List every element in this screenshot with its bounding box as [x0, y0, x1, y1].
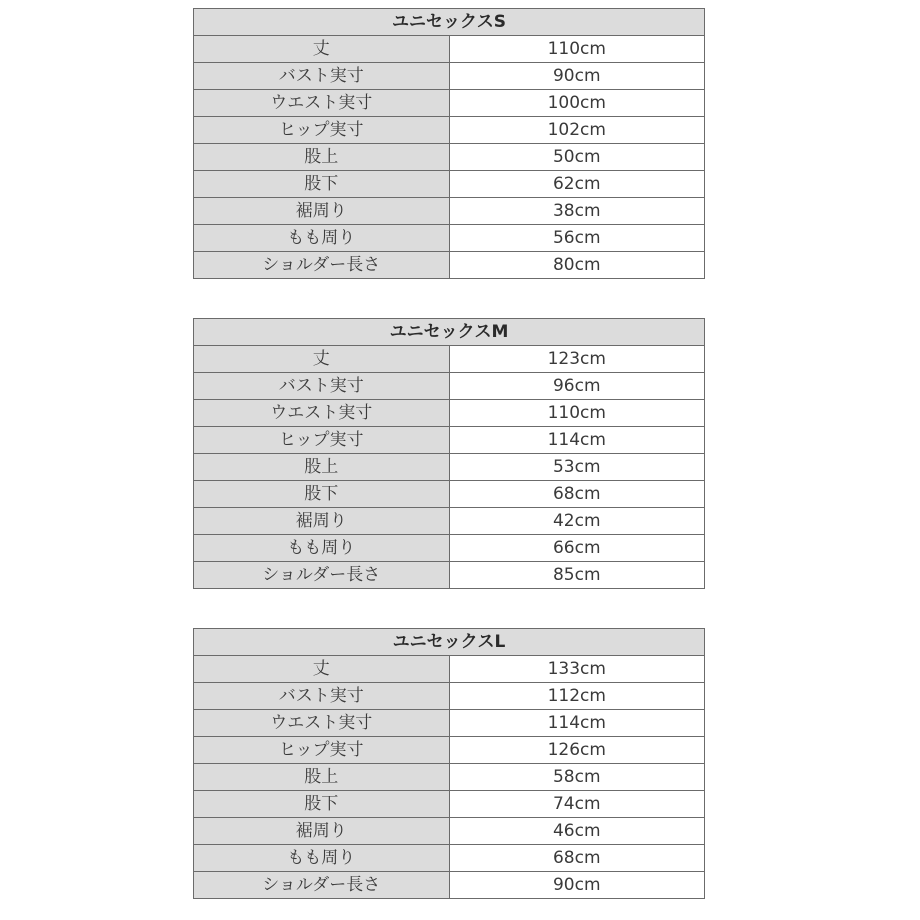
row-value: 42cm [449, 508, 705, 535]
table-row [194, 346, 705, 373]
row-value: 58cm [449, 764, 705, 791]
table-row [194, 508, 705, 535]
row-label: もも周り [194, 535, 450, 562]
table-row [194, 872, 705, 899]
row-value: 110cm [449, 36, 705, 63]
table-row [194, 225, 705, 252]
row-label: ヒップ実寸 [194, 427, 450, 454]
row-value: 74cm [449, 791, 705, 818]
row-label: 股上 [194, 144, 450, 171]
row-label: ヒップ実寸 [194, 737, 450, 764]
table-row [194, 710, 705, 737]
row-value: 133cm [449, 656, 705, 683]
row-value: 56cm [449, 225, 705, 252]
row-value: 114cm [449, 427, 705, 454]
row-label: もも周り [194, 225, 450, 252]
table-row [194, 562, 705, 589]
size-table-m [193, 318, 705, 589]
row-value: 126cm [449, 737, 705, 764]
table-row [194, 454, 705, 481]
row-label: 裾周り [194, 508, 450, 535]
row-value: 66cm [449, 535, 705, 562]
row-label: ウエスト実寸 [194, 710, 450, 737]
row-label: ショルダー長さ [194, 562, 450, 589]
row-label: 股上 [194, 764, 450, 791]
table-body [194, 656, 705, 899]
table-row [194, 400, 705, 427]
table-row [194, 656, 705, 683]
row-value: 50cm [449, 144, 705, 171]
row-label: もも周り [194, 845, 450, 872]
table-title: ユニセックスS [194, 9, 705, 36]
table-row [194, 373, 705, 400]
table-title: ユニセックスM [194, 319, 705, 346]
row-label: 裾周り [194, 818, 450, 845]
table-header-row [194, 9, 705, 36]
row-value: 80cm [449, 252, 705, 279]
table-header-row [194, 629, 705, 656]
row-label: バスト実寸 [194, 683, 450, 710]
row-label: 股下 [194, 791, 450, 818]
row-value: 100cm [449, 90, 705, 117]
table-title: ユニセックスL [194, 629, 705, 656]
row-label: 丈 [194, 346, 450, 373]
table-row [194, 818, 705, 845]
table-row [194, 90, 705, 117]
table-row [194, 791, 705, 818]
table-row [194, 144, 705, 171]
row-label: 股下 [194, 481, 450, 508]
row-value: 114cm [449, 710, 705, 737]
table-row [194, 535, 705, 562]
row-label: 裾周り [194, 198, 450, 225]
row-value: 90cm [449, 63, 705, 90]
row-value: 123cm [449, 346, 705, 373]
row-value: 85cm [449, 562, 705, 589]
row-label: ウエスト実寸 [194, 400, 450, 427]
table-row [194, 737, 705, 764]
table-row [194, 683, 705, 710]
row-value: 62cm [449, 171, 705, 198]
row-value: 53cm [449, 454, 705, 481]
table-row [194, 845, 705, 872]
row-label: 丈 [194, 656, 450, 683]
table-row [194, 171, 705, 198]
table-row [194, 36, 705, 63]
table-row [194, 198, 705, 225]
size-table-s [193, 8, 705, 279]
size-table-l [193, 628, 705, 899]
row-label: ショルダー長さ [194, 252, 450, 279]
row-value: 46cm [449, 818, 705, 845]
row-value: 110cm [449, 400, 705, 427]
row-value: 68cm [449, 845, 705, 872]
row-value: 112cm [449, 683, 705, 710]
row-value: 102cm [449, 117, 705, 144]
row-label: ショルダー長さ [194, 872, 450, 899]
row-value: 96cm [449, 373, 705, 400]
row-label: 丈 [194, 36, 450, 63]
row-label: ヒップ実寸 [194, 117, 450, 144]
table-row [194, 117, 705, 144]
row-label: バスト実寸 [194, 373, 450, 400]
table-body [194, 346, 705, 589]
row-value: 68cm [449, 481, 705, 508]
row-label: バスト実寸 [194, 63, 450, 90]
row-label: ウエスト実寸 [194, 90, 450, 117]
table-row [194, 481, 705, 508]
table-row [194, 427, 705, 454]
row-value: 38cm [449, 198, 705, 225]
row-label: 股上 [194, 454, 450, 481]
table-row [194, 252, 705, 279]
table-body [194, 36, 705, 279]
table-row [194, 764, 705, 791]
row-label: 股下 [194, 171, 450, 198]
table-header-row [194, 319, 705, 346]
table-row [194, 63, 705, 90]
row-value: 90cm [449, 872, 705, 899]
